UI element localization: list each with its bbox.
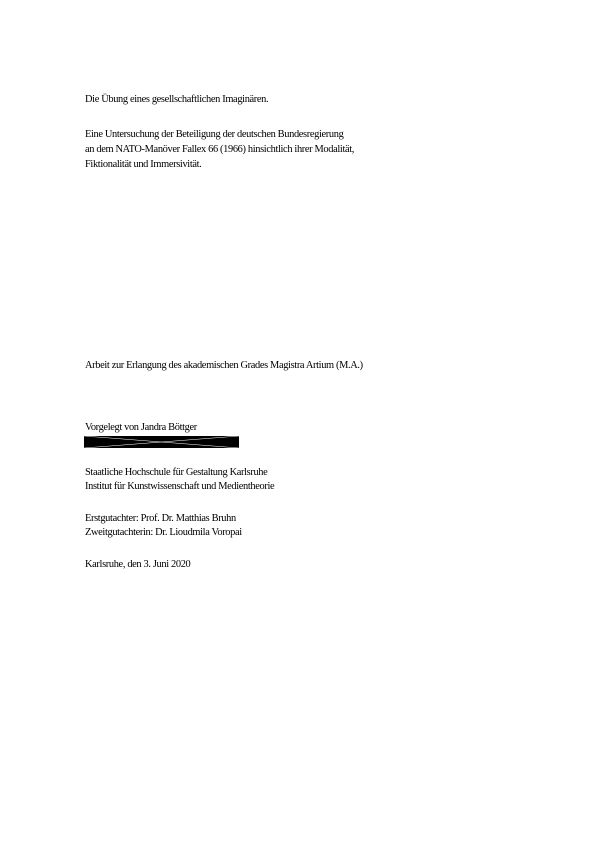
second-reviewer: Zweitgutachterin: Dr. Lioudmila Voropai	[85, 527, 242, 538]
subtitle-line-3: Fiktionalität und Immersivität.	[85, 159, 202, 170]
redaction-bar	[84, 436, 239, 448]
institution-line-2: Institut für Kunstwissenschaft und Medientheorie	[85, 481, 275, 492]
redaction-cross-icon	[84, 436, 239, 448]
first-reviewer: Erstgutachter: Prof. Dr. Matthias Bruhn	[85, 513, 236, 524]
subtitle-line-2: an dem NATO-Manöver Fallex 66 (1966) hinsichtlich ihrer Modalität,	[85, 144, 355, 155]
thesis-title: Die Übung eines gesellschaftlichen Imaginären.	[85, 94, 269, 105]
place-date: Karlsruhe, den 3. Juni 2020	[85, 559, 191, 570]
degree-statement: Arbeit zur Erlangung des akademischen Grades Magistra Artium (M.A.)	[85, 360, 363, 371]
institution-line-1: Staatliche Hochschule für Gestaltung Karlsruhe	[85, 467, 268, 478]
subtitle-line-1: Eine Untersuchung der Beteiligung der deutschen Bundesregierung	[85, 129, 344, 140]
submitted-by: Vorgelegt von Jandra Böttger	[85, 422, 197, 433]
